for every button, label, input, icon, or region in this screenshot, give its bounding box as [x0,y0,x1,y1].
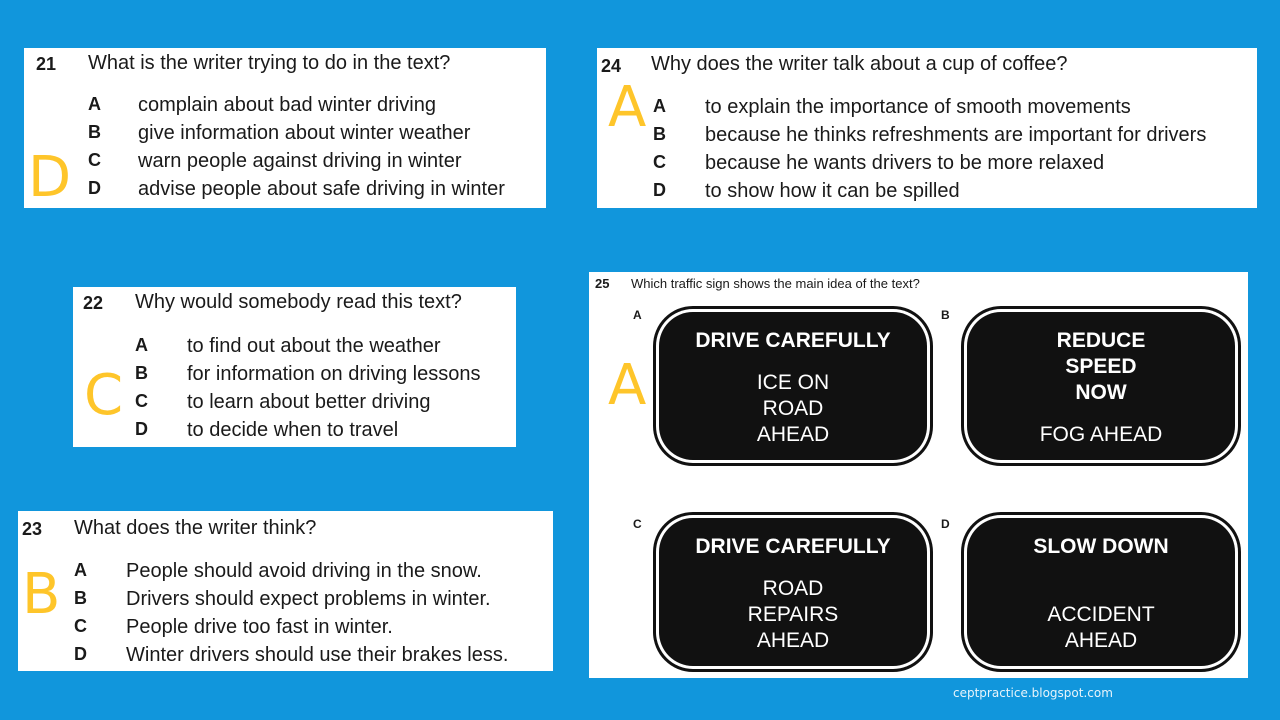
option-letter: B [88,122,101,142]
question-text: What does the writer think? [74,517,317,539]
question-number: 24 [601,56,622,76]
option-text: Drivers should expect problems in winter. [126,588,491,610]
question-text: Why would somebody read this text? [135,291,462,313]
sign-main-text: REDUCE SPEED NOW [1056,329,1146,404]
option-text: to explain the importance of smooth movements [705,96,1131,118]
traffic-sign-a [659,312,927,460]
sign-letter-c: C [633,517,642,531]
answer-23: B [22,562,61,627]
option-text: to decide when to travel [187,419,399,441]
option-letter: A [88,94,101,114]
sign-main-text: DRIVE CAREFULLY [695,329,891,352]
option-text: Winter drivers should use their brakes less. [126,644,509,666]
option-letter: D [88,178,101,198]
option-text: complain about bad winter driving [138,94,436,116]
option-letter: A [135,335,148,355]
option-letter: C [653,152,666,172]
question-card-24 [597,48,1257,208]
footer-url: ceptpractice.blogspot.com [953,686,1113,700]
question-card-23 [18,511,553,671]
question-number: 23 [22,519,43,539]
question-number: 22 [83,293,104,313]
question-number: 21 [36,54,57,74]
option-letter: C [135,391,148,411]
sign-letter-d: D [941,517,950,531]
option-text: give information about winter weather [138,122,471,144]
question-text: What is the writer trying to do in the text? [88,52,451,74]
question-card-25 [589,272,1248,678]
traffic-sign-c [659,518,927,666]
sign-letter-a: A [633,308,642,322]
answer-24: A [608,75,647,140]
traffic-sign-d [967,518,1235,666]
option-text: People should avoid driving in the snow. [126,560,482,582]
sign-warning-text: ICE ON ROAD AHEAD [756,371,830,446]
option-text: People drive too fast in winter. [126,616,393,638]
answer-22: C [84,363,124,428]
sign-main-text: DRIVE CAREFULLY [695,535,891,558]
option-text: to find out about the weather [187,335,441,357]
option-text: for information on driving lessons [187,363,481,385]
sign-warning-text: ACCIDENT AHEAD [1047,603,1155,652]
option-text: because he wants drivers to be more relaxed [705,152,1105,174]
option-letter: C [88,150,101,170]
answer-25: A [608,353,647,418]
sign-warning-text: FOG AHEAD [1039,423,1163,446]
question-number: 25 [595,276,610,291]
option-text: to learn about better driving [187,391,431,413]
question-card-21 [24,48,546,208]
option-text: advise people about safe driving in winter [138,178,505,200]
option-text: warn people against driving in winter [138,150,462,172]
answer-21: D [28,145,72,210]
option-letter: A [74,560,87,580]
option-text: because he thinks refreshments are important for drivers [705,124,1207,146]
option-letter: C [74,616,87,636]
option-letter: A [653,96,666,116]
option-letter: D [74,644,87,664]
option-letter: B [653,124,666,144]
option-letter: B [74,588,87,608]
option-letter: D [135,419,148,439]
option-letter: B [135,363,148,383]
option-letter: D [653,180,666,200]
traffic-sign-b [967,312,1235,460]
sign-letter-b: B [941,308,950,322]
question-text: Which traffic sign shows the main idea of the text? [631,276,920,291]
sign-warning-text: ROAD REPAIRS AHEAD [747,577,839,652]
question-card-22 [73,287,516,447]
question-text: Why does the writer talk about a cup of coffee? [651,53,1068,75]
sign-main-text: SLOW DOWN [1033,535,1169,558]
option-text: to show how it can be spilled [705,180,960,202]
